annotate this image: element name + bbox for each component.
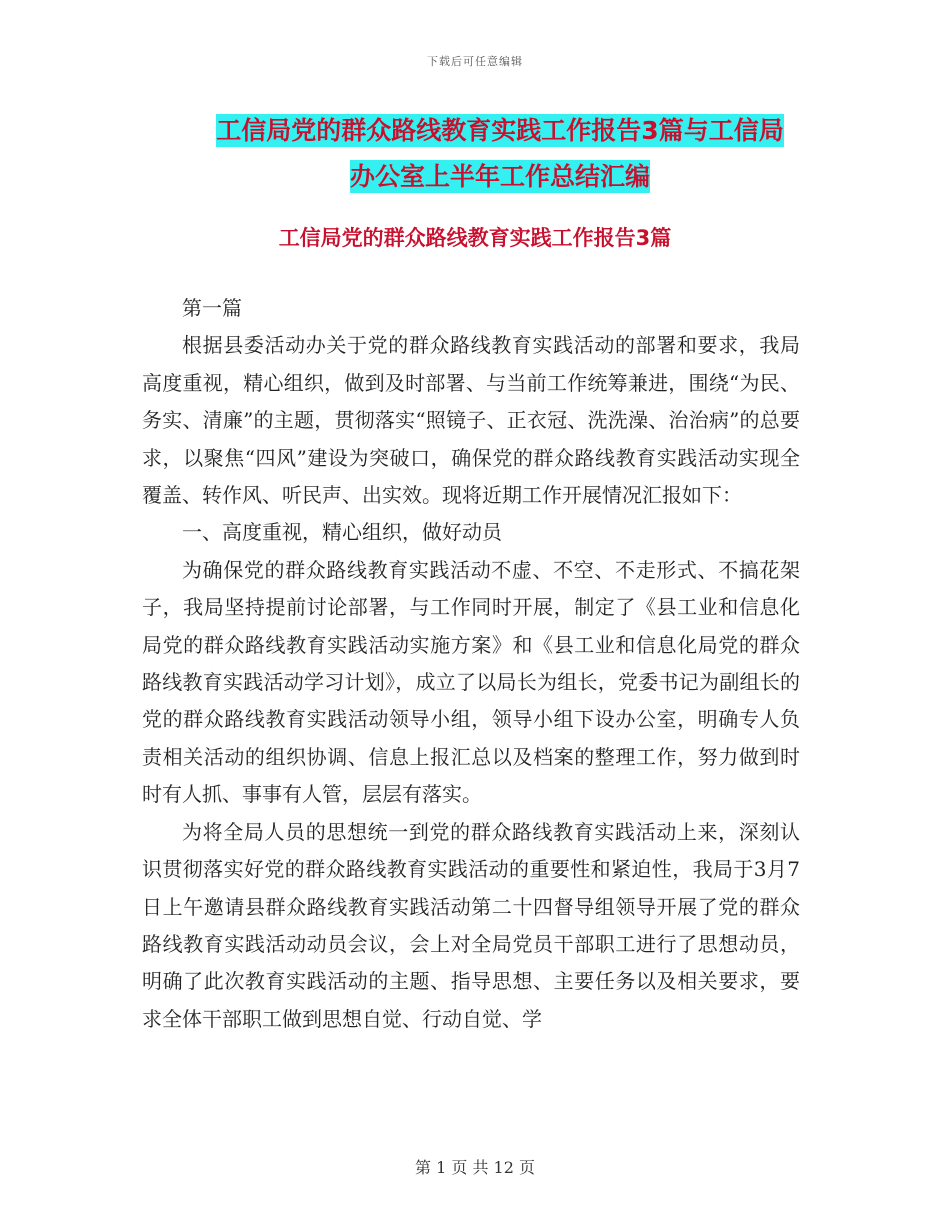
page-footer: 第 1 页 共 12 页 bbox=[415, 1158, 535, 1177]
title-line-1: 工信局党的群众路线教育实践工作报告3篇与工信局 bbox=[216, 116, 784, 145]
paragraph-heading-1: 一、高度重视，精心组织，做好动员 bbox=[182, 520, 502, 545]
section-title: 工信局党的群众路线教育实践工作报告3篇 bbox=[278, 226, 672, 250]
paragraph-chapter-label: 第一篇 bbox=[182, 296, 242, 320]
paragraph-intro: 根据县委活动办关于党的群众路线教育实践活动的部署和要求，我局高度重视，精心组织，做到及时部署、与当前工作统筹兼进，围绕“为民、务实、清廉”的主题，贯彻落实“照镜子、正衣冠、洗洗澡、治治病”的总要求，以聚焦“四风”建设为突破口，确保党的群众路线教育实践活动实现全覆盖、转作风、听民声、出实效。现将近期工作开展情况汇报如下： bbox=[142, 333, 800, 508]
paragraph-body-2: 为将全局人员的思想统一到党的群众路线教育实践活动上来，深刻认识贯彻落实好党的群众路线教育实践活动的重要性和紧迫性，我局于3月7日上午邀请县群众路线教育实践活动第二十四督导组领导开展了党的群众路线教育实践活动动员会议，会上对全局党员干部职工进行了思想动员，明确了此次教育实践活动的主题、指导思想、主要任务以及相关要求，要求全体干部职工做到思想自觉、行动自觉、学 bbox=[142, 819, 800, 1031]
document-body bbox=[142, 290, 800, 1038]
document-main-title bbox=[140, 108, 860, 200]
title-line-2: 办公室上半年工作总结汇编 bbox=[349, 162, 650, 191]
paragraph-body-1: 为确保党的群众路线教育实践活动不虚、不空、不走形式、不搞花架子，我局坚持提前讨论部署，与工作同时开展，制定了《县工业和信息化局党的群众路线教育实践活动实施方案》和《县工业和信息化局党的群众路线教育实践活动学习计划》，成立了以局长为组长，党委书记为副组长的党的群众路线教育实践活动领导小组，领导小组下设办公室，明确专人负责相关活动的组织协调、信息上报汇总以及档案的整理工作，努力做到时时有人抓、事事有人管，层层有落实。 bbox=[142, 557, 800, 807]
header-note: 下载后可任意编辑 bbox=[427, 55, 523, 68]
